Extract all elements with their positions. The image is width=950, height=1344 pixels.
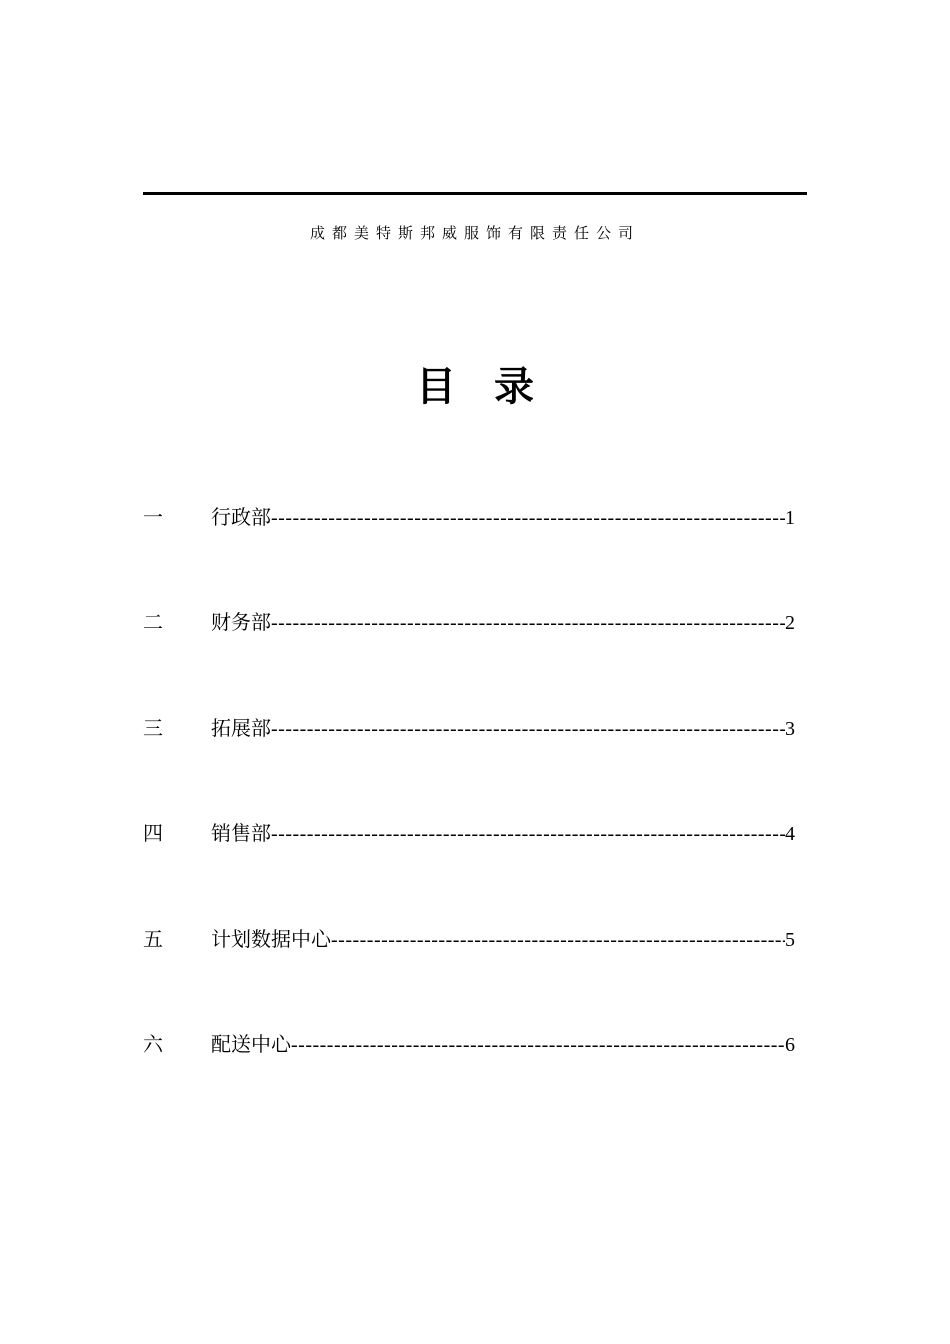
toc-entry-label: 销售部: [211, 821, 271, 846]
toc-entry-label: 财务部: [211, 610, 271, 635]
toc-entry-number: 二: [143, 610, 163, 635]
toc-dot-leader: [331, 927, 785, 953]
header-rule: [143, 192, 807, 195]
toc-entry-number: 一: [143, 505, 163, 529]
toc-entry-label: 行政部: [211, 505, 271, 529]
toc-dot-leader: [291, 1032, 785, 1058]
toc-entry-label: 拓展部: [211, 715, 271, 740]
toc-entry[interactable]: [143, 504, 795, 609]
toc-entry[interactable]: [143, 926, 795, 1031]
toc-dot-leader: [271, 821, 785, 847]
toc-entry-number: 五: [143, 926, 163, 951]
toc-entry-number: 四: [143, 821, 163, 846]
toc-dot-leader: [271, 610, 785, 636]
toc-entry[interactable]: [143, 715, 795, 820]
toc-entry[interactable]: [143, 1031, 795, 1136]
toc-entry-page: 4: [785, 823, 795, 846]
toc-entry-page: 1: [785, 507, 795, 529]
toc-entry-number: 六: [143, 1031, 163, 1056]
toc-entry-label: 配送中心: [211, 1031, 291, 1056]
toc-dot-leader: [271, 505, 785, 531]
table-of-contents: [143, 504, 795, 1136]
toc-dot-leader: [271, 716, 785, 742]
toc-entry-page: 6: [785, 1033, 795, 1056]
toc-entry-page: 2: [785, 612, 795, 635]
toc-entry[interactable]: [143, 609, 795, 714]
company-name: 成都美特斯邦威服饰有限责任公司: [309, 224, 640, 242]
toc-entry-label: 计划数据中心: [211, 926, 331, 951]
toc-entry[interactable]: [143, 820, 795, 925]
page-title: 目录: [416, 363, 572, 410]
toc-entry-page: 5: [785, 928, 795, 951]
toc-entry-number: 三: [143, 715, 163, 740]
toc-entry-page: 3: [785, 717, 795, 740]
